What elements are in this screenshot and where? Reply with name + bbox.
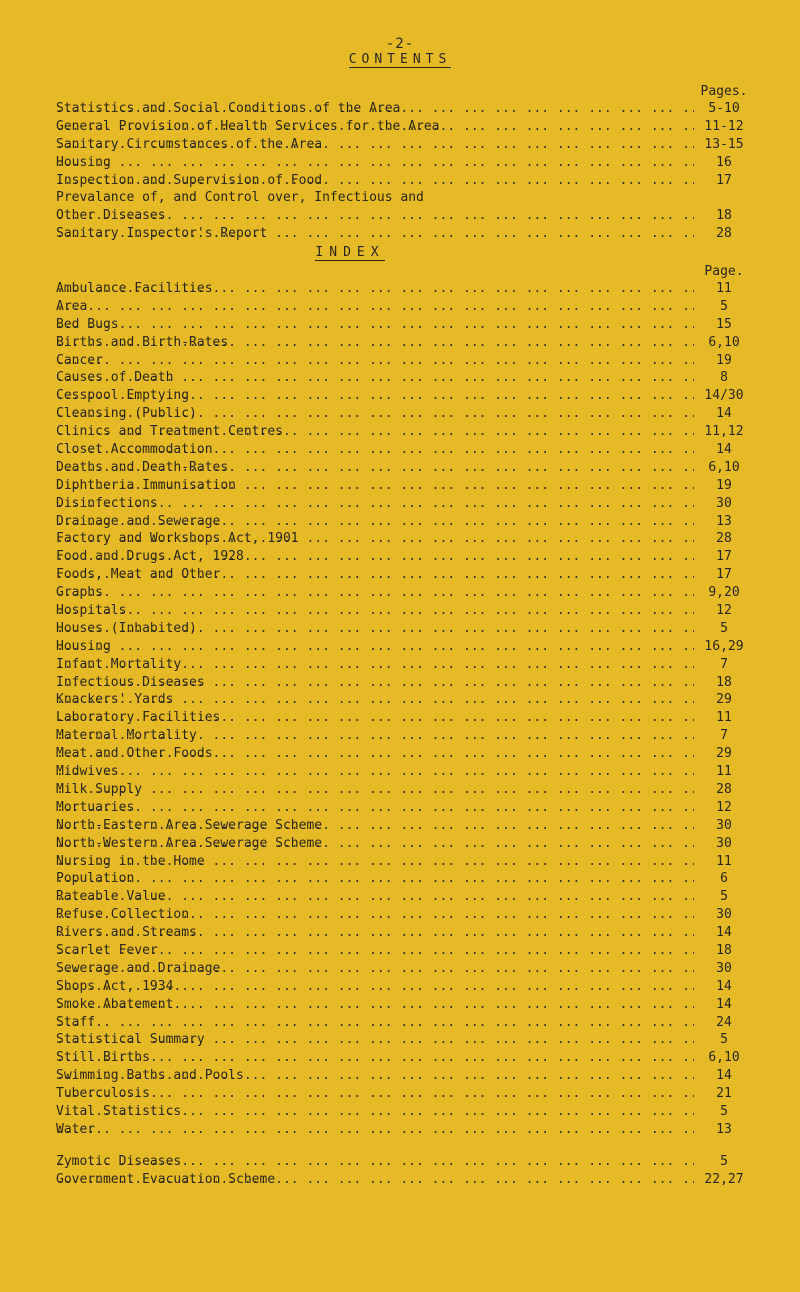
- contents-list: [56, 84, 754, 243]
- index-entry-page: 12: [716, 799, 732, 815]
- contents-entry: [56, 225, 754, 243]
- index-entry-page: 14: [716, 978, 732, 994]
- index-entry-label: Hospitals: [56, 603, 127, 619]
- index-entry-page: 30: [716, 907, 732, 923]
- index-entry-label: Vital Statistics: [56, 1103, 182, 1119]
- index-entry-label: Closet Accommodation: [56, 442, 213, 458]
- index-entry: [56, 656, 754, 674]
- leader-dots: [56, 1121, 694, 1139]
- index-entry-label: Mortuaries: [56, 799, 135, 815]
- index-entry: [56, 316, 754, 334]
- page-label: Page.: [704, 264, 744, 279]
- index-entry: [56, 745, 754, 763]
- index-entry-page: 11: [716, 710, 732, 726]
- index-heading: [250, 245, 450, 260]
- index-entry-label: Maternal Mortality: [56, 728, 197, 744]
- contents-column-header: [56, 84, 754, 100]
- index-entry: [56, 566, 754, 584]
- index-entry-page: 11: [716, 764, 732, 780]
- index-entry-page: 11: [716, 853, 732, 869]
- index-entry-label: Rivers and Streams: [56, 925, 197, 941]
- index-entry-label: Meat and Other Foods: [56, 746, 213, 762]
- index-entry: [56, 942, 754, 960]
- index-entry-label: Disinfections: [56, 495, 158, 511]
- index-entry-label: Sewerage and Drainage: [56, 960, 221, 976]
- index-entry: [56, 459, 754, 477]
- index-entry-label: Scarlet Fever: [56, 942, 158, 958]
- index-entry-label: Cleansing (Public): [56, 406, 197, 422]
- index-entry: [56, 853, 754, 871]
- index-heading-text: INDEX: [315, 245, 385, 260]
- index-entry: [56, 691, 754, 709]
- contents-entry: [56, 100, 754, 118]
- index-entry-label: Knackers' Yards: [56, 692, 174, 708]
- index-entry: [56, 888, 754, 906]
- index-entry-page: 7: [720, 656, 728, 672]
- index-entry: [56, 280, 754, 298]
- index-entry-page: 12: [716, 603, 732, 619]
- index-entry: [56, 441, 754, 459]
- index-entry-label: Area: [56, 298, 88, 314]
- index-entry-label: Statistical Summary: [56, 1032, 205, 1048]
- index-entry-page: 18: [716, 942, 732, 958]
- index-entry: [56, 709, 754, 727]
- index-entry-page: 19: [716, 477, 732, 493]
- index-entry-label: Tuberculosis: [56, 1086, 150, 1102]
- contents-entry-page: 18: [716, 208, 732, 224]
- index-entry-page: 29: [716, 746, 732, 762]
- contents-entry: [56, 136, 754, 154]
- index-entry-label: Population: [56, 871, 135, 887]
- index-entry-page: 21: [716, 1086, 732, 1102]
- leader-dots: [56, 799, 694, 817]
- index-entry: [56, 548, 754, 566]
- index-column-header: [56, 264, 754, 280]
- index-entry-label: Cesspool Emptying: [56, 388, 190, 404]
- index-entry-page: 14: [716, 1068, 732, 1084]
- index-entry-page: 6,10: [708, 1050, 740, 1066]
- contents-entry: [56, 207, 754, 225]
- index-entry-label: Nursing in the Home: [56, 853, 205, 869]
- index-list: [56, 264, 754, 1189]
- index-entry-label: Cancer: [56, 352, 103, 368]
- index-entry-label: Clinics and Treatment Centres: [56, 424, 283, 440]
- index-entry-label: Rateable Value: [56, 889, 166, 905]
- contents-entry-label: Housing: [56, 154, 111, 170]
- index-entry: [56, 584, 754, 602]
- index-entry-label: Laboratory Facilities: [56, 710, 221, 726]
- leader-dots: [56, 298, 694, 316]
- contents-entry-label: Sanitary Circumstances of the Area: [56, 136, 323, 152]
- index-entry-label: Births and Birth-Rates: [56, 334, 229, 350]
- index-entry-label: Refuse Collection: [56, 907, 190, 923]
- page-number: -2-: [385, 36, 415, 52]
- index-entry-page: 17: [716, 549, 732, 565]
- leader-dots: [56, 1014, 694, 1032]
- index-entry: [56, 1103, 754, 1121]
- index-entry: [56, 1153, 754, 1171]
- index-entry-page: 11: [716, 281, 732, 296]
- index-entry-page: 5: [720, 620, 728, 636]
- index-entry-label: Swimming Baths and Pools: [56, 1068, 244, 1084]
- index-entry: [56, 1067, 754, 1085]
- index-entry: [56, 727, 754, 745]
- index-entry: [56, 495, 754, 513]
- index-entry: [56, 530, 754, 548]
- index-entry-page: 15: [716, 316, 732, 332]
- leader-dots: [56, 763, 694, 781]
- index-entry-page: 16,29: [704, 638, 744, 654]
- index-entry: [56, 1121, 754, 1139]
- index-entry-label: North-Eastern Area Sewerage Scheme: [56, 817, 323, 833]
- index-entry-page: 28: [716, 531, 732, 547]
- index-entry-label: Causes of Death: [56, 370, 174, 386]
- index-entry-label: Bed Bugs: [56, 316, 119, 332]
- index-entry-label: Diphtheria Immunisation: [56, 477, 237, 493]
- index-entry: [56, 369, 754, 387]
- contents-entry-page: 11-12: [704, 118, 744, 134]
- leader-dots: [56, 584, 694, 602]
- index-entry-page: 30: [716, 835, 732, 851]
- index-entry: [56, 835, 754, 853]
- index-entry-label: Shops Act, 1934.: [56, 978, 182, 994]
- index-entry-label: Midwives: [56, 764, 119, 780]
- contents-entry: [56, 172, 754, 190]
- pages-label: Pages.: [700, 84, 748, 99]
- leader-dots: [56, 781, 694, 799]
- contents-entry-label: General Provision of Health Services for the Area: [56, 118, 440, 134]
- index-entry: [56, 477, 754, 495]
- index-entry-page: 11,12: [704, 424, 744, 440]
- index-entry-page: 29: [716, 692, 732, 708]
- index-entry-label: Ambulance Facilities: [56, 281, 213, 296]
- index-entry-label: Infant Mortality: [56, 656, 182, 672]
- index-entry-label: Foods, Meat and Other: [56, 567, 221, 583]
- contents-entry: [56, 189, 754, 207]
- contents-entry: [56, 118, 754, 136]
- contents-entry-label: Other Diseases: [56, 208, 166, 224]
- index-entry: [56, 513, 754, 531]
- index-entry-label: Still Births: [56, 1050, 150, 1066]
- contents-entry-page: 17: [716, 172, 732, 188]
- leader-dots: [56, 154, 694, 172]
- contents-entry-label: Sanitary Inspector's Report: [56, 226, 268, 242]
- index-entry: [56, 638, 754, 656]
- index-entry: [56, 1171, 754, 1189]
- index-entry-page: 24: [716, 1014, 732, 1030]
- index-entry-page: 5: [720, 1153, 728, 1169]
- index-entry: [56, 781, 754, 799]
- index-entry-page: 14: [716, 406, 732, 422]
- index-entry: [56, 870, 754, 888]
- index-entry: [56, 1014, 754, 1032]
- index-entry: [56, 906, 754, 924]
- contents-heading: [250, 52, 550, 67]
- index-entry-page: 19: [716, 352, 732, 368]
- contents-entry-label: Prevalance of, and Control over, Infectious and: [56, 190, 424, 206]
- index-entry-page: 5: [720, 889, 728, 905]
- index-entry-page: 5: [720, 1032, 728, 1048]
- index-entry-label: Food and Drugs Act, 1928: [56, 549, 244, 565]
- index-entry-page: 6: [720, 871, 728, 887]
- index-entry: [56, 996, 754, 1014]
- index-entry: [56, 334, 754, 352]
- index-entry-page: 30: [716, 495, 732, 511]
- index-entry-label: Drainage and Sewerage: [56, 513, 221, 529]
- index-entry-label: Deaths and Death-Rates: [56, 459, 229, 475]
- index-entry-page: 14/30: [704, 388, 744, 404]
- index-entry: [56, 423, 754, 441]
- index-entry: [56, 405, 754, 423]
- index-entry-page: 8: [720, 370, 728, 386]
- contents-entry-page: 16: [716, 154, 732, 170]
- index-entry: [56, 924, 754, 942]
- index-entry-page: 30: [716, 960, 732, 976]
- index-entry: [56, 978, 754, 996]
- index-entry: [56, 960, 754, 978]
- contents-entry-label: Inspection and Supervision of Food: [56, 172, 323, 188]
- index-entry-page: 6,10: [708, 459, 740, 475]
- index-entry-label: Housing: [56, 638, 111, 654]
- index-entry-page: 13: [716, 513, 732, 529]
- index-entry-label: Staff: [56, 1014, 96, 1030]
- index-entry-label: North-Western Area Sewerage Scheme: [56, 835, 323, 851]
- index-entry: [56, 602, 754, 620]
- index-entry-page: 22,27: [704, 1171, 744, 1187]
- index-entry: [56, 1049, 754, 1067]
- contents-entry-page: 13-15: [704, 136, 744, 152]
- index-entry-label: Water: [56, 1121, 96, 1137]
- index-entry: [56, 1085, 754, 1103]
- index-entry: [56, 387, 754, 405]
- index-entry: [56, 817, 754, 835]
- leader-dots: [56, 316, 694, 334]
- index-entry-label: Milk Supply: [56, 781, 143, 797]
- index-entry-page: 14: [716, 996, 732, 1012]
- index-entry: [56, 1031, 754, 1049]
- leader-dots: [56, 602, 694, 620]
- index-entry: [56, 620, 754, 638]
- index-entry-page: 18: [716, 674, 732, 690]
- index-entry: [56, 352, 754, 370]
- contents-heading-text: CONTENTS: [348, 52, 452, 67]
- index-entry: [56, 763, 754, 781]
- index-entry-page: 13: [716, 1121, 732, 1137]
- index-entry-page: 14: [716, 442, 732, 458]
- index-entry-page: 5: [720, 1103, 728, 1119]
- leader-dots: [56, 870, 694, 888]
- index-entry-page: 9,20: [708, 585, 740, 601]
- contents-entry-page: 28: [716, 226, 732, 242]
- contents-entry: [56, 154, 754, 172]
- index-entry: [56, 674, 754, 692]
- index-entry-page: 6,10: [708, 334, 740, 350]
- index-entry-page: 28: [716, 781, 732, 797]
- contents-entry-label: Statistics and Social Conditions of the Area: [56, 101, 401, 116]
- index-entry-label: Houses (Inhabited): [56, 620, 197, 636]
- contents-entry-page: 5-10: [708, 101, 740, 116]
- index-entry-page: 30: [716, 817, 732, 833]
- index-entry-label: Zymotic Diseases: [56, 1153, 182, 1169]
- leader-dots: [56, 352, 694, 370]
- index-entry: [56, 298, 754, 316]
- index-entry-page: 14: [716, 925, 732, 941]
- index-entry-label: Factory and Workshops Act, 1901: [56, 531, 299, 547]
- index-entry-page: 17: [716, 567, 732, 583]
- index-entry-label: Government Evacuation Scheme: [56, 1171, 276, 1187]
- index-entry: [56, 799, 754, 817]
- index-entry-page: 7: [720, 728, 728, 744]
- index-entry-label: Graphs: [56, 585, 103, 601]
- leader-dots: [56, 638, 694, 656]
- index-entry-page: 5: [720, 298, 728, 314]
- index-entry-label: Infectious Diseases: [56, 674, 205, 690]
- index-entry-label: Smoke Abatement.: [56, 996, 182, 1012]
